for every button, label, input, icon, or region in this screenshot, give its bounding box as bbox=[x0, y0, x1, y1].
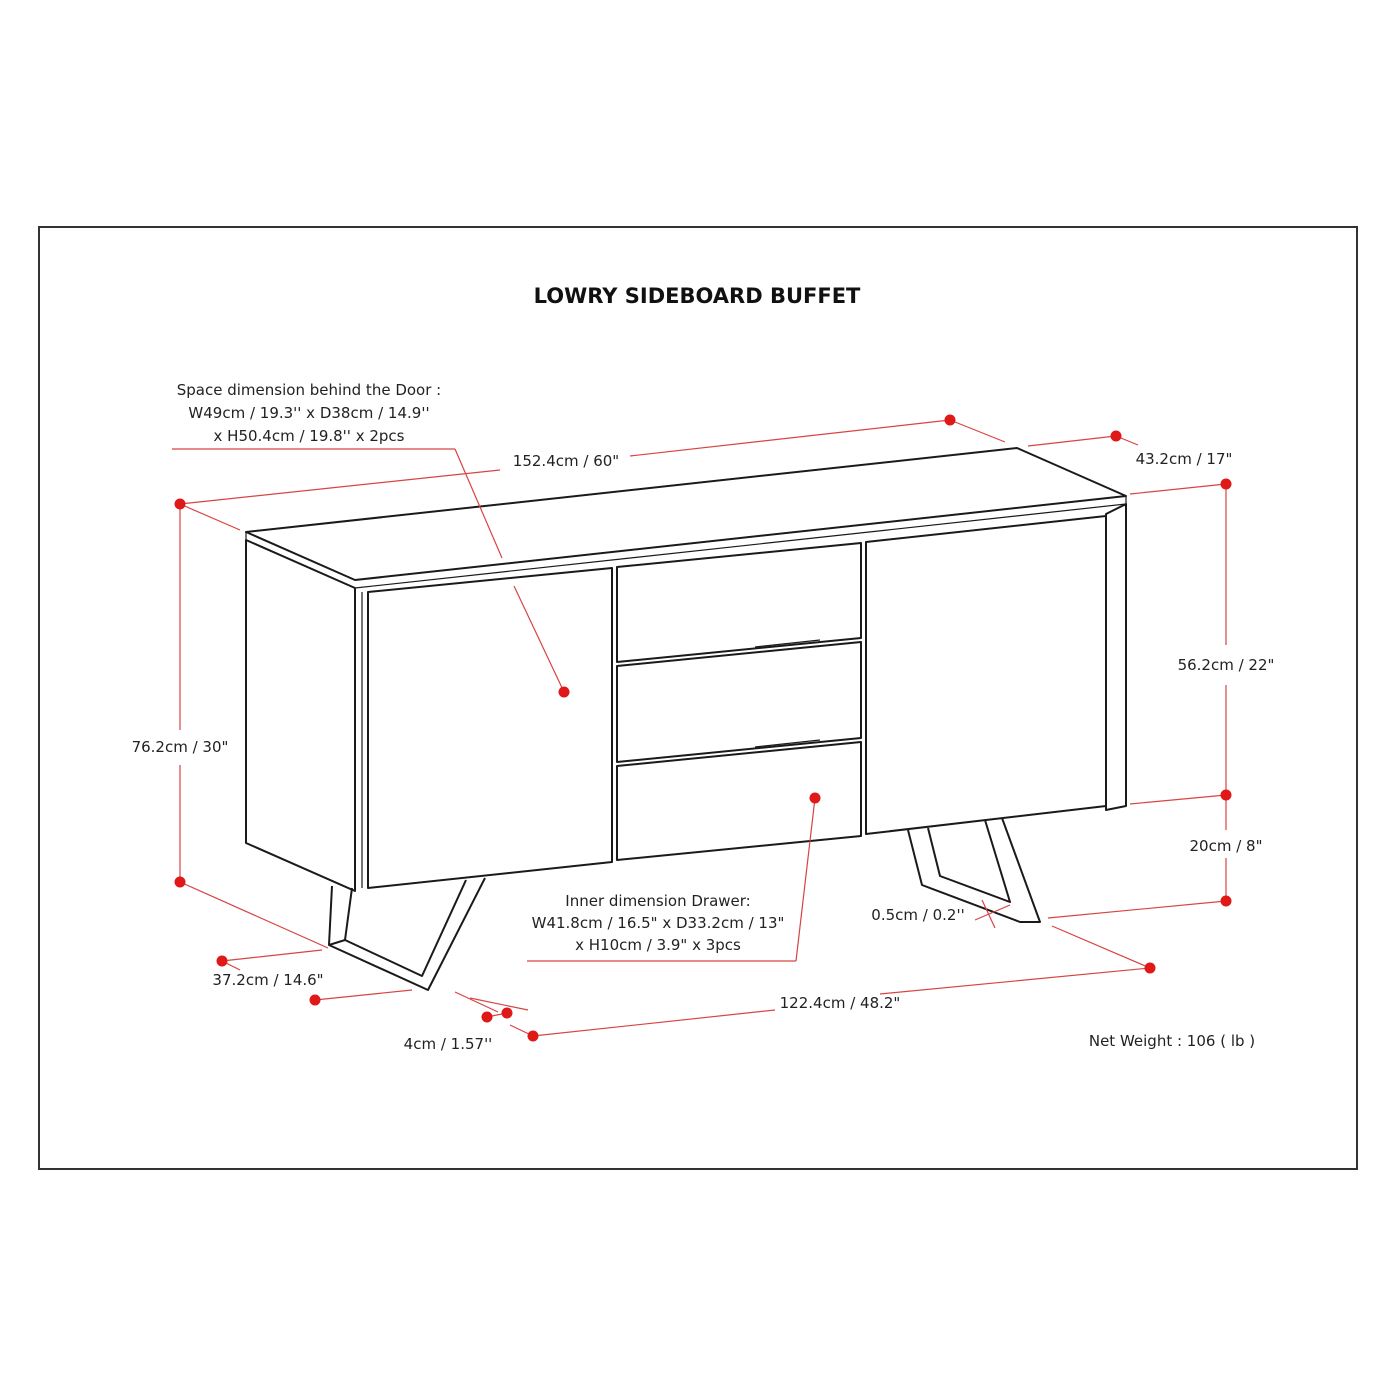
drawer-label-3: x H10cm / 3.9" x 3pcs bbox=[575, 936, 741, 954]
drawer-bottom bbox=[617, 742, 861, 860]
door-space-label-2: W49cm / 19.3'' x D38cm / 14.9'' bbox=[188, 404, 430, 422]
drawer-label-1: Inner dimension Drawer: bbox=[565, 892, 751, 910]
net-weight-label: Net Weight : 106 ( lb ) bbox=[1088, 1032, 1256, 1050]
drawer-middle bbox=[617, 642, 861, 762]
drawer-top bbox=[617, 543, 861, 662]
depth-label: 43.2cm / 17" bbox=[1135, 450, 1233, 468]
left-door bbox=[368, 568, 612, 888]
door-space-label-1: Space dimension behind the Door : bbox=[176, 381, 442, 399]
drawer-label-2: W41.8cm / 16.5" x D33.2cm / 13" bbox=[531, 914, 785, 932]
left-side-panel bbox=[246, 540, 355, 891]
left-leg bbox=[329, 878, 485, 990]
door-space-label-3: x H50.4cm / 19.8'' x 2pcs bbox=[213, 427, 405, 445]
leg-thickness-label: 0.5cm / 0.2'' bbox=[871, 906, 965, 924]
leg-height-label: 20cm / 8" bbox=[1189, 837, 1263, 855]
width-label: 152.4cm / 60" bbox=[512, 452, 620, 470]
right-door bbox=[866, 516, 1106, 834]
leg-width-label: 4cm / 1.57'' bbox=[403, 1035, 493, 1053]
diagram-title: LOWRY SIDEBOARD BUFFET bbox=[533, 284, 861, 308]
leg-span-label: 122.4cm / 48.2" bbox=[779, 994, 901, 1012]
height-label: 76.2cm / 30" bbox=[131, 738, 229, 756]
right-side-strip bbox=[1106, 504, 1126, 810]
leg-depth-label: 37.2cm / 14.6" bbox=[212, 971, 324, 989]
body-height-label: 56.2cm / 22" bbox=[1177, 656, 1275, 674]
